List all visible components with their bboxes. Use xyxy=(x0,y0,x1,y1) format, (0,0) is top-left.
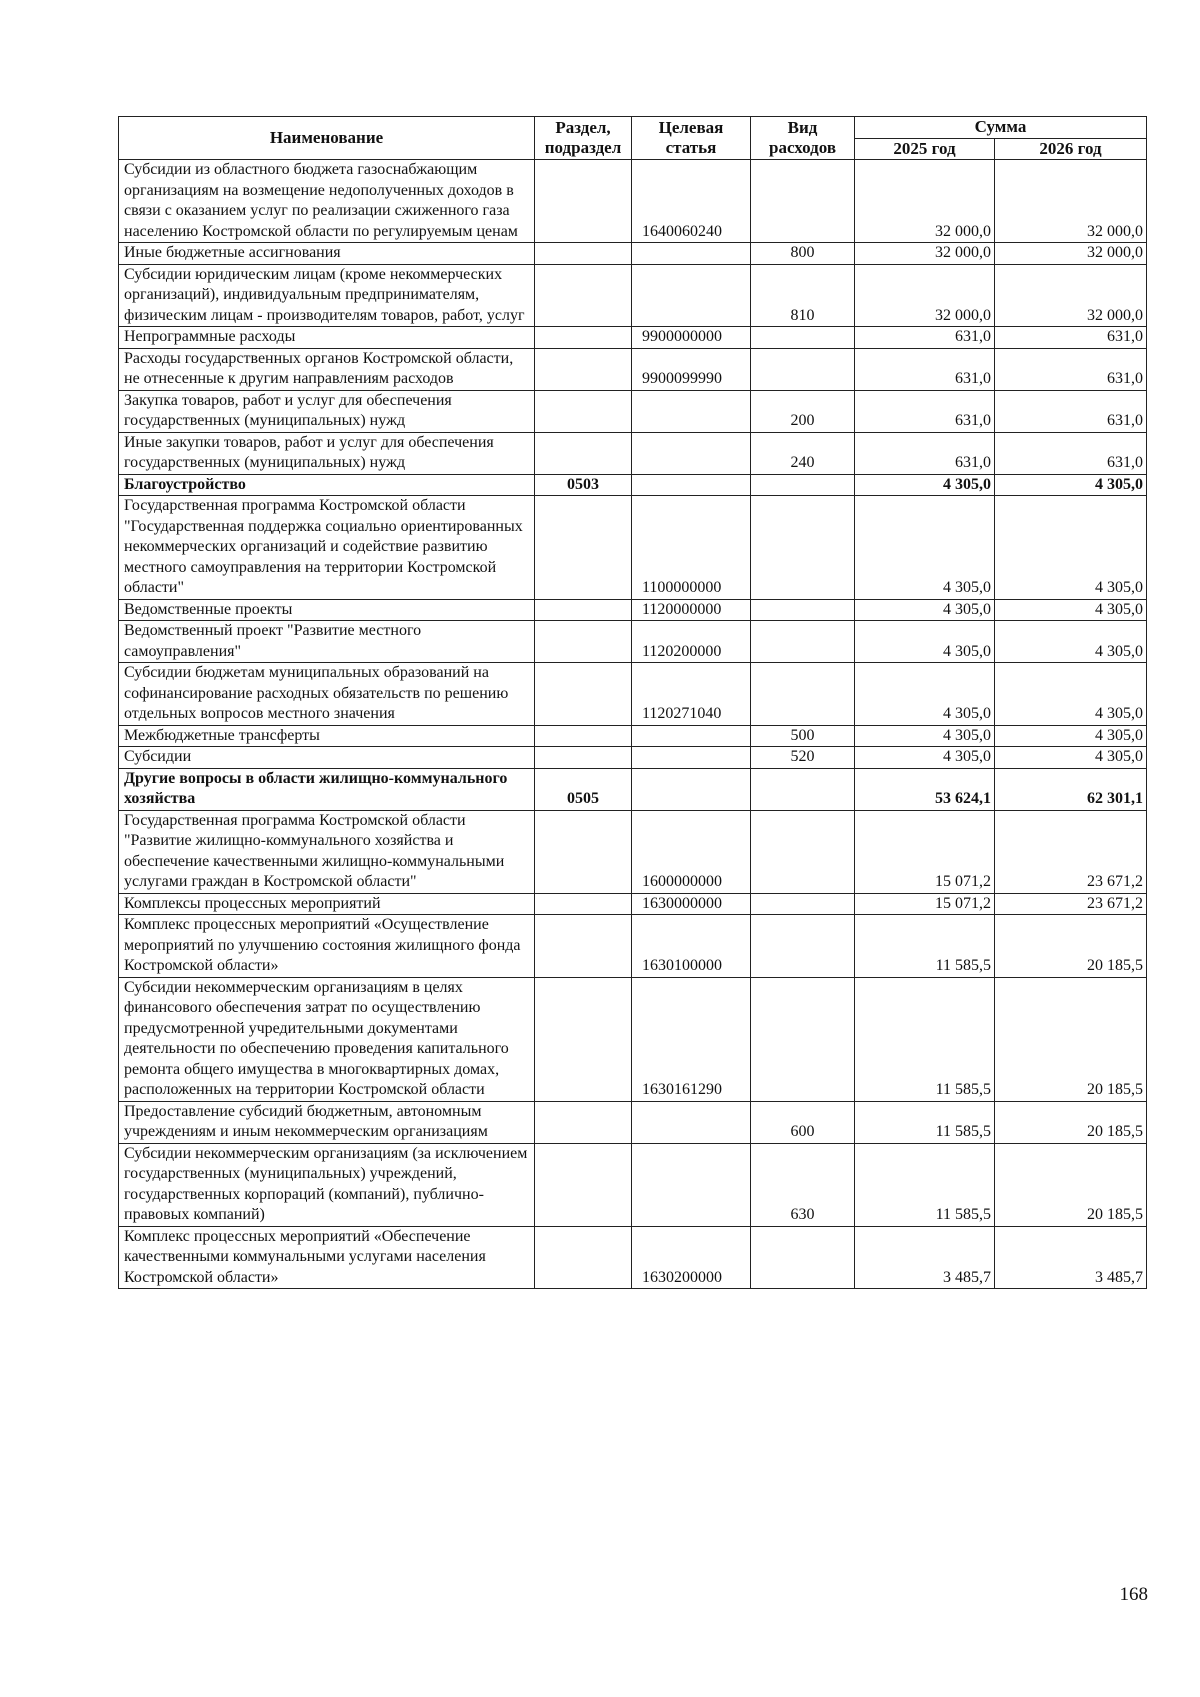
table-row xyxy=(119,264,1147,327)
cell-2025: 631,0 xyxy=(855,348,995,390)
cell-2025: 11 585,5 xyxy=(855,915,995,978)
cell-target xyxy=(632,264,751,327)
cell-2026: 4 305,0 xyxy=(995,621,1147,663)
cell-2025: 4 305,0 xyxy=(855,599,995,621)
cell-2025: 4 305,0 xyxy=(855,496,995,600)
cell-2026: 3 485,7 xyxy=(995,1226,1147,1289)
table-body xyxy=(119,160,1147,1289)
cell-section xyxy=(535,327,632,349)
cell-kind xyxy=(751,496,855,600)
cell-2026: 32 000,0 xyxy=(995,243,1147,265)
cell-target xyxy=(632,725,751,747)
cell-section xyxy=(535,432,632,474)
cell-section xyxy=(535,390,632,432)
cell-target: 1630000000 xyxy=(632,893,751,915)
cell-name: Закупка товаров, работ и услуг для обеспечения государственных (муниципальных) нужд xyxy=(119,390,535,432)
table-row xyxy=(119,1226,1147,1289)
cell-2025: 32 000,0 xyxy=(855,243,995,265)
table-row xyxy=(119,768,1147,810)
table-row xyxy=(119,243,1147,265)
cell-2026: 4 305,0 xyxy=(995,747,1147,769)
table-row xyxy=(119,893,1147,915)
cell-2025: 15 071,2 xyxy=(855,810,995,893)
cell-target: 1630200000 xyxy=(632,1226,751,1289)
cell-2026: 4 305,0 xyxy=(995,496,1147,600)
cell-target: 9900099990 xyxy=(632,348,751,390)
cell-section xyxy=(535,1101,632,1143)
cell-name: Иные бюджетные ассигнования xyxy=(119,243,535,265)
cell-2025: 631,0 xyxy=(855,390,995,432)
cell-name: Непрограммные расходы xyxy=(119,327,535,349)
cell-section xyxy=(535,725,632,747)
cell-2025: 4 305,0 xyxy=(855,474,995,496)
cell-section xyxy=(535,1226,632,1289)
budget-table xyxy=(118,116,1147,1289)
table-row xyxy=(119,747,1147,769)
cell-target xyxy=(632,432,751,474)
cell-name: Благоустройство xyxy=(119,474,535,496)
cell-2025: 631,0 xyxy=(855,432,995,474)
cell-kind xyxy=(751,977,855,1101)
cell-section: 0505 xyxy=(535,768,632,810)
cell-section xyxy=(535,893,632,915)
cell-2026: 631,0 xyxy=(995,327,1147,349)
table-row xyxy=(119,496,1147,600)
cell-section: 0503 xyxy=(535,474,632,496)
header-section: Раздел, подраздел xyxy=(535,117,632,160)
cell-2026: 20 185,5 xyxy=(995,977,1147,1101)
cell-name: Комплекс процессных мероприятий «Осуществление мероприятий по улучшению состояния жилищного фонда Костромской области» xyxy=(119,915,535,978)
budget-table-container xyxy=(118,116,1146,1289)
cell-name: Субсидии из областного бюджета газоснабжающим организациям на возмещение недополученных доходов в связи с оказанием услуг по реализации сжиженного газа населению Костромской области по регулируемым ценам xyxy=(119,160,535,243)
cell-kind xyxy=(751,599,855,621)
cell-kind xyxy=(751,1226,855,1289)
table-row xyxy=(119,432,1147,474)
cell-kind: 520 xyxy=(751,747,855,769)
table-row xyxy=(119,348,1147,390)
cell-name: Ведомственный проект "Развитие местного самоуправления" xyxy=(119,621,535,663)
cell-kind xyxy=(751,621,855,663)
cell-2026: 4 305,0 xyxy=(995,474,1147,496)
table-row xyxy=(119,663,1147,726)
cell-2025: 11 585,5 xyxy=(855,1101,995,1143)
cell-kind xyxy=(751,810,855,893)
cell-section xyxy=(535,915,632,978)
header-year-2025: 2025 год xyxy=(855,138,995,160)
cell-2026: 32 000,0 xyxy=(995,160,1147,243)
cell-target: 1630161290 xyxy=(632,977,751,1101)
cell-2026: 631,0 xyxy=(995,432,1147,474)
table-row xyxy=(119,621,1147,663)
cell-name: Субсидии бюджетам муниципальных образований на софинансирование расходных обязательств по решению отдельных вопросов местного значения xyxy=(119,663,535,726)
cell-kind: 630 xyxy=(751,1143,855,1226)
cell-2026: 4 305,0 xyxy=(995,725,1147,747)
cell-section xyxy=(535,977,632,1101)
header-target: Целевая статья xyxy=(632,117,751,160)
cell-2025: 53 624,1 xyxy=(855,768,995,810)
cell-kind: 200 xyxy=(751,390,855,432)
cell-kind: 500 xyxy=(751,725,855,747)
cell-2025: 15 071,2 xyxy=(855,893,995,915)
cell-target: 1630100000 xyxy=(632,915,751,978)
cell-kind: 240 xyxy=(751,432,855,474)
cell-2026: 23 671,2 xyxy=(995,810,1147,893)
cell-2026: 20 185,5 xyxy=(995,915,1147,978)
cell-kind xyxy=(751,768,855,810)
cell-section xyxy=(535,663,632,726)
cell-2025: 32 000,0 xyxy=(855,264,995,327)
cell-name: Иные закупки товаров, работ и услуг для обеспечения государственных (муниципальных) нужд xyxy=(119,432,535,474)
cell-kind xyxy=(751,474,855,496)
cell-section xyxy=(535,264,632,327)
cell-target xyxy=(632,474,751,496)
cell-target xyxy=(632,768,751,810)
cell-target: 1600000000 xyxy=(632,810,751,893)
cell-2025: 4 305,0 xyxy=(855,725,995,747)
table-row xyxy=(119,810,1147,893)
table-row xyxy=(119,915,1147,978)
cell-kind xyxy=(751,160,855,243)
cell-name: Государственная программа Костромской области "Развитие жилищно-коммунального хозяйства и обеспечение качественными жилищно-коммунальными услугами граждан в Костромской области" xyxy=(119,810,535,893)
table-row xyxy=(119,977,1147,1101)
table-row xyxy=(119,725,1147,747)
cell-target xyxy=(632,1101,751,1143)
cell-target xyxy=(632,747,751,769)
cell-target: 1120271040 xyxy=(632,663,751,726)
cell-section xyxy=(535,160,632,243)
cell-kind: 600 xyxy=(751,1101,855,1143)
cell-target: 1120200000 xyxy=(632,621,751,663)
cell-target: 1120000000 xyxy=(632,599,751,621)
cell-kind xyxy=(751,327,855,349)
cell-target xyxy=(632,1143,751,1226)
cell-name: Субсидии юридическим лицам (кроме некоммерческих организаций), индивидуальным предпринимателям, физическим лицам - производителям товаров, работ, услуг xyxy=(119,264,535,327)
cell-name: Межбюджетные трансферты xyxy=(119,725,535,747)
cell-section xyxy=(535,747,632,769)
cell-name: Государственная программа Костромской области "Государственная поддержка социально ориентированных некоммерческих организаций и содействие развитию местного самоуправления на территории Костромской области" xyxy=(119,496,535,600)
cell-target: 1100000000 xyxy=(632,496,751,600)
table-row xyxy=(119,599,1147,621)
table-row xyxy=(119,1143,1147,1226)
cell-name: Субсидии некоммерческим организациям в целях финансового обеспечения затрат по осуществлению предусмотренной учредительными документами деятельности по обеспечению проведения капитального ремонта общего имущества в многоквартирных домах, расположенных на территории Костромской области xyxy=(119,977,535,1101)
cell-2026: 62 301,1 xyxy=(995,768,1147,810)
cell-kind xyxy=(751,348,855,390)
cell-2025: 4 305,0 xyxy=(855,621,995,663)
cell-kind xyxy=(751,915,855,978)
cell-2026: 20 185,5 xyxy=(995,1143,1147,1226)
cell-name: Другие вопросы в области жилищно-коммунального хозяйства xyxy=(119,768,535,810)
cell-2026: 23 671,2 xyxy=(995,893,1147,915)
page-number: 168 xyxy=(1119,1584,1148,1605)
cell-2025: 32 000,0 xyxy=(855,160,995,243)
cell-2026: 631,0 xyxy=(995,348,1147,390)
cell-name: Субсидии xyxy=(119,747,535,769)
cell-section xyxy=(535,810,632,893)
table-row xyxy=(119,327,1147,349)
table-header xyxy=(119,117,1147,160)
cell-target: 9900000000 xyxy=(632,327,751,349)
cell-2026: 32 000,0 xyxy=(995,264,1147,327)
cell-section xyxy=(535,599,632,621)
cell-kind: 810 xyxy=(751,264,855,327)
cell-2026: 4 305,0 xyxy=(995,663,1147,726)
cell-target: 1640060240 xyxy=(632,160,751,243)
cell-kind xyxy=(751,893,855,915)
cell-target xyxy=(632,243,751,265)
cell-kind xyxy=(751,663,855,726)
cell-2025: 3 485,7 xyxy=(855,1226,995,1289)
cell-kind: 800 xyxy=(751,243,855,265)
cell-section xyxy=(535,1143,632,1226)
cell-section xyxy=(535,243,632,265)
table-row xyxy=(119,1101,1147,1143)
cell-2025: 11 585,5 xyxy=(855,1143,995,1226)
cell-name: Предоставление субсидий бюджетным, автономным учреждениям и иным некоммерческим организациям xyxy=(119,1101,535,1143)
cell-2025: 631,0 xyxy=(855,327,995,349)
cell-section xyxy=(535,496,632,600)
cell-2026: 20 185,5 xyxy=(995,1101,1147,1143)
cell-name: Расходы государственных органов Костромской области, не отнесенные к другим направлениям расходов xyxy=(119,348,535,390)
cell-target xyxy=(632,390,751,432)
cell-2025: 4 305,0 xyxy=(855,747,995,769)
cell-2026: 631,0 xyxy=(995,390,1147,432)
cell-section xyxy=(535,348,632,390)
cell-section xyxy=(535,621,632,663)
cell-name: Субсидии некоммерческим организациям (за исключением государственных (муниципальных) учреждений, государственных корпораций (компаний), публично-правовых компаний) xyxy=(119,1143,535,1226)
header-name: Наименование xyxy=(119,117,535,160)
cell-2025: 4 305,0 xyxy=(855,663,995,726)
table-row xyxy=(119,474,1147,496)
header-sum: Сумма xyxy=(855,117,1147,139)
header-year-2026: 2026 год xyxy=(995,138,1147,160)
table-row xyxy=(119,160,1147,243)
cell-2026: 4 305,0 xyxy=(995,599,1147,621)
cell-name: Комплексы процессных мероприятий xyxy=(119,893,535,915)
cell-name: Ведомственные проекты xyxy=(119,599,535,621)
table-row xyxy=(119,390,1147,432)
cell-2025: 11 585,5 xyxy=(855,977,995,1101)
cell-name: Комплекс процессных мероприятий «Обеспечение качественными коммунальными услугами населения Костромской области» xyxy=(119,1226,535,1289)
header-kind: Вид расходов xyxy=(751,117,855,160)
